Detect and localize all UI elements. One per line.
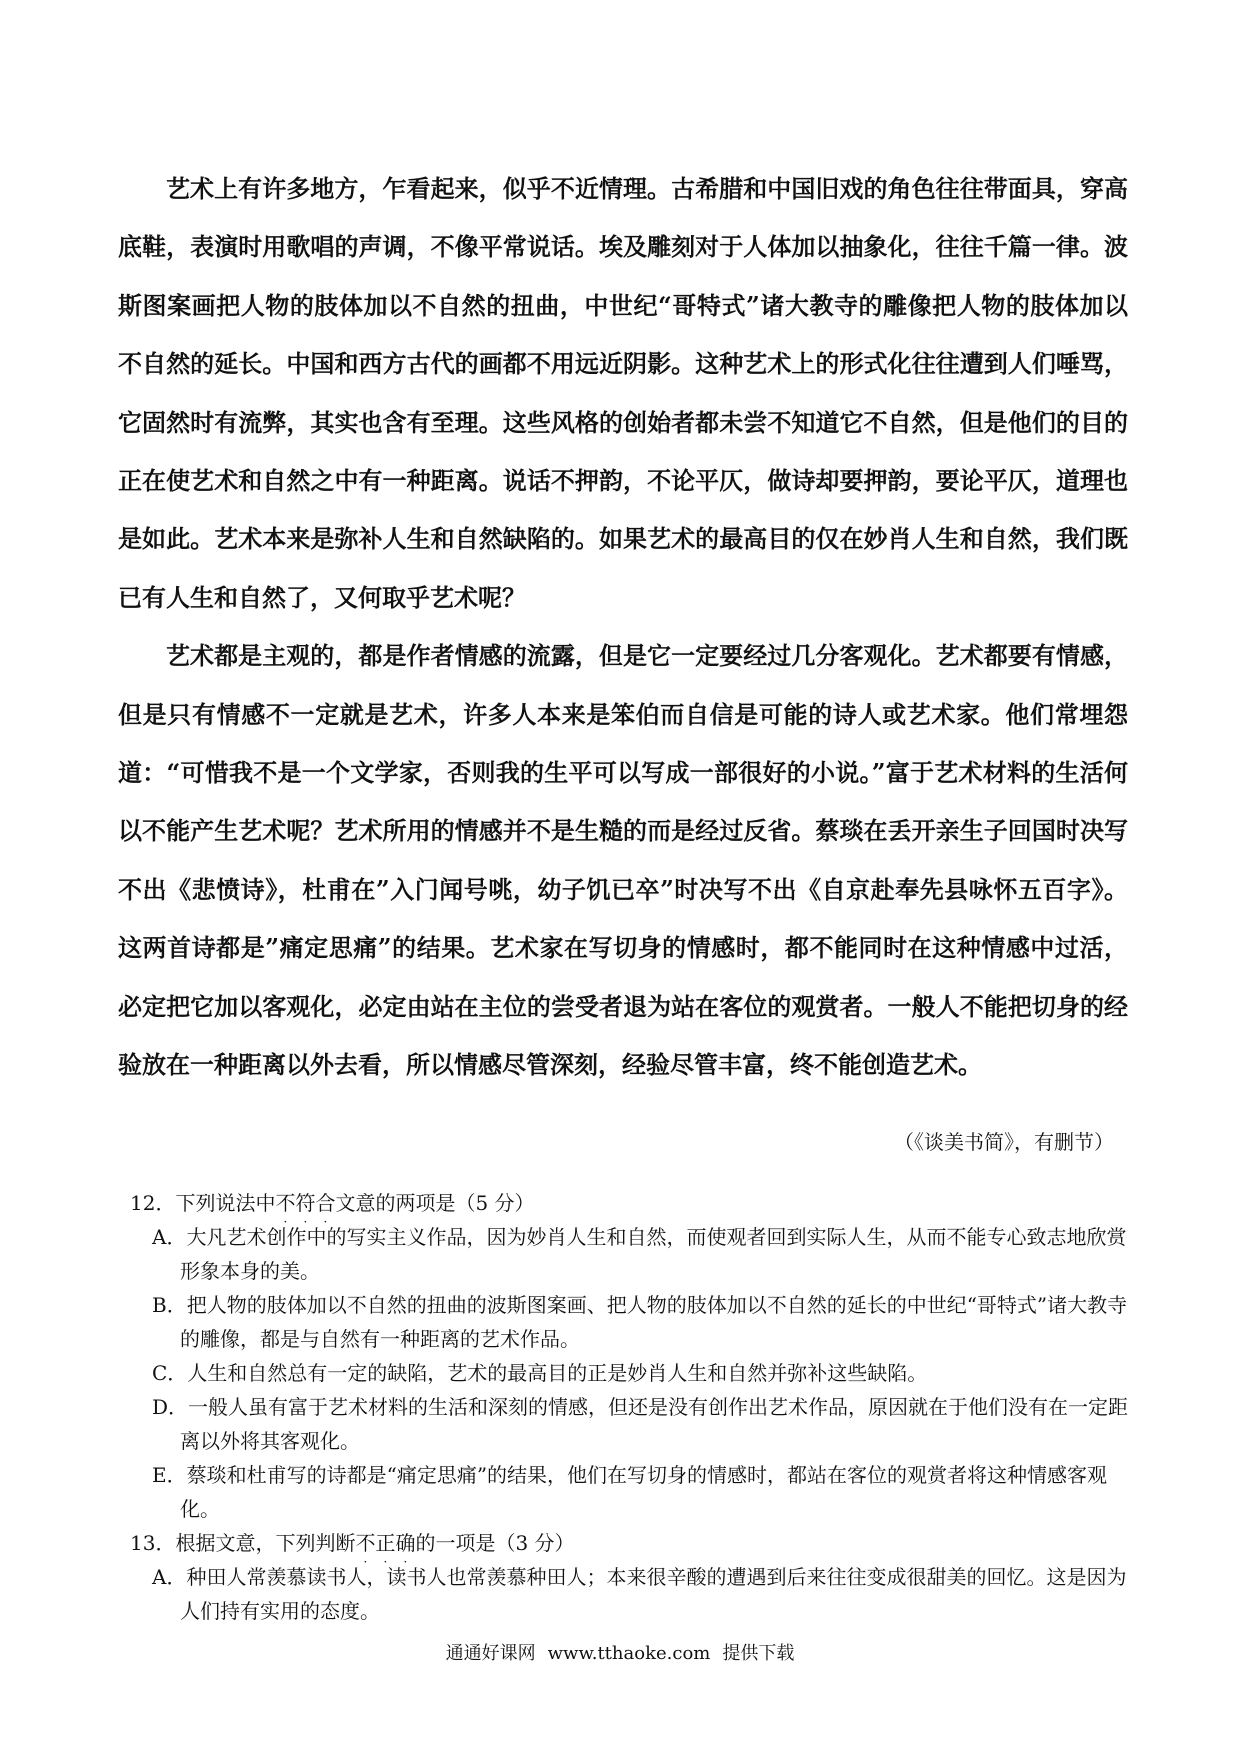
footer-url[interactable]: www.tthaoke.com	[547, 1643, 711, 1664]
emphasis-dot: ·	[323, 1215, 328, 1229]
question-12-option-d: D．一般人虽有富于艺术材料的生活和深刻的情感，但还是没有创作出艺术作品，原因就在于他们没有在一定距离以外将其客观化。	[152, 1395, 1129, 1453]
emphasis-dot: ·	[403, 1555, 408, 1569]
question-12-option-b: B．把人物的肢体加以不自然的扭曲的波斯图案画、把人物的肢体加以不自然的延长的中世纪“哥特式”诸大教寺的雕像，都是与自然有一种距离的艺术作品。	[152, 1293, 1128, 1351]
emphasized-char: 确 ·	[395, 1531, 416, 1569]
footer-site-name: 通通好课网	[445, 1643, 536, 1664]
question-12-option-c: C．人生和自然总有一定的缺陷，艺术的最高目的正是妙肖人生和自然并弥补这些缺陷。	[152, 1361, 928, 1385]
question-13-stem: 13．根据文意，下列判断不 · 正 · 确 · 的一项是（3 分）	[130, 1526, 1130, 1560]
question-12-option-a: A．大凡艺术创作中的写实主义作品，因为妙肖人生和自然，而使观者回到实际人生，从而不能专心致志地欣赏形象本身的美。	[152, 1225, 1127, 1283]
emphasis-dot: ·	[363, 1555, 368, 1569]
emphasized-char: 正 ·	[375, 1531, 396, 1569]
emphasis-dot: ·	[383, 1555, 388, 1569]
question-12-option-e: E．蔡琰和杜甫写的诗都是“痛定思痛”的结果，他们在写切身的情感时，都站在客位的观赏者将这种情感客观化。	[152, 1463, 1108, 1521]
emphasized-char: 合 ·	[315, 1191, 336, 1229]
emphasis-dot: ·	[283, 1215, 288, 1229]
question-12-stem: 12．下列说法中不 · 符 · 合 · 文意的两项是（5 分）	[130, 1186, 1130, 1220]
question-13-option-a: A．种田人常羡慕读书人，读书人也常羡慕种田人；本来很辛酸的遭遇到后来往往变成很甜美的回忆。这是因为人们持有实用的态度。	[152, 1565, 1127, 1623]
passage-paragraph-1: 艺术上有许多地方，乍看起来，似乎不近情理。古希腊和中国旧戏的角色往往带面具，穿高底鞋，表演时用歌唱的声调，不像平常说话。埃及雕刻对于人体加以抽象化，往往千篇一律。波斯图案画把人物的肢体加以不自然的扭曲，中世纪“哥特式”诸大教寺的雕像把人物的肢体加以不自然的延长。中国和西方古代的画都不用远近阴影。这种艺术上的形式化往往遭到人们唾骂，它固然时有流弊，其实也含有至理。这些风格的创始者都未尝不知道它不自然，但是他们的目的正在使艺术和自然之中有一种距离。说话不押韵，不论平仄，做诗却要押韵，要论平仄，道理也是如此。艺术本来是弥补人生和自然缺陷的。如果艺术的最高目的仅在妙肖人生和自然，我们既已有人生和自然了，又何取乎艺术呢？	[118, 174, 1128, 612]
emphasized-char: 符 ·	[295, 1191, 316, 1229]
passage-paragraph-2: 艺术都是主观的，都是作者情感的流露，但是它一定要经过几分客观化。艺术都要有情感，但是只有情感不一定就是艺术，许多人本来是笨伯而自信是可能的诗人或艺术家。他们常埋怨道：“可惜我不是一个文学家，否则我的生平可以写成一部很好的小说。”富于艺术材料的生活何以不能产生艺术呢？艺术所用的情感并不是生糙的而是经过反省。蔡琰在丢开亲生子回国时决写不出《悲愤诗》，杜甫在”入门闻号咷，幼子饥已卒”时决写不出《自京赴奉先县咏怀五百字》。这两首诗都是”痛定思痛”的结果。艺术家在写切身的情感时，都不能同时在这种情感中过活，必定把它加以客观化，必定由站在主位的尝受者退为站在客位的观赏者。一般人不能把切身的经验放在一种距离以外去看，所以情感尽管深刻，经验尽管丰富，终不能创造艺术。	[118, 641, 1128, 1080]
reading-passage	[118, 160, 1128, 1095]
footer-note: 提供下载	[722, 1643, 795, 1664]
question-section	[130, 1186, 1130, 1628]
emphasis-dot: ·	[303, 1215, 308, 1229]
passage-source: （《谈美书简》，有删节）	[894, 1130, 1114, 1154]
emphasized-char: 不 ·	[275, 1191, 296, 1229]
emphasized-char: 不 ·	[355, 1531, 376, 1569]
page-footer	[0, 1641, 1240, 1667]
